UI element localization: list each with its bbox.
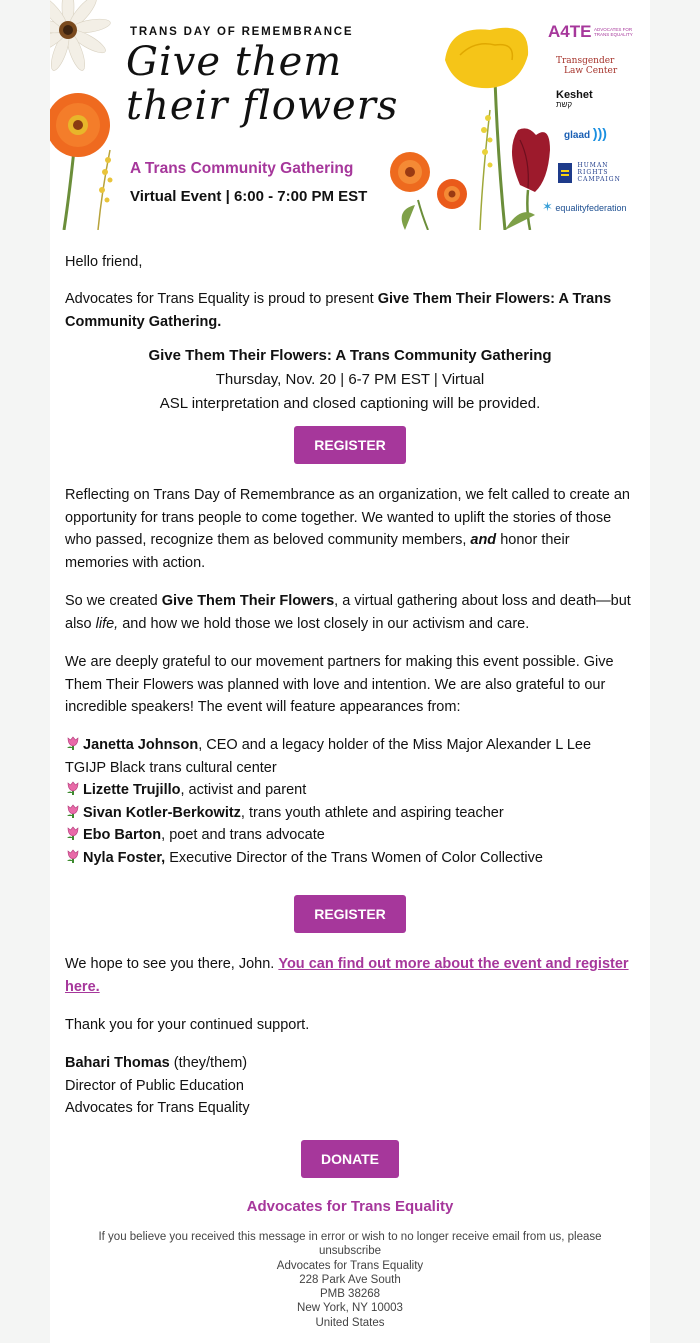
tlc-line1: Transgender <box>556 56 615 66</box>
speaker-item <box>65 734 635 779</box>
footer-address-country: United States <box>315 1316 385 1329</box>
grateful-paragraph: We are deeply grateful to our movement partners for making this event possible. Give Them Their Flowers was planned with love and intention. We are also grateful to our incredible speakers! The event will feature appearances from: <box>65 654 614 715</box>
footer-address-city: New York, NY 10003 <box>297 1302 403 1315</box>
banner-subtitle: A Trans Community Gathering <box>130 160 354 177</box>
transgender-law-center-logo <box>556 56 650 76</box>
greeting: Hello friend, <box>65 254 143 270</box>
a4te-logo <box>548 21 648 41</box>
glaad-bars-icon: ))) <box>592 125 607 141</box>
speaker-name: Janetta Johnson <box>83 737 199 753</box>
hrc-logo <box>558 162 650 183</box>
register-button-2[interactable]: REGISTER <box>294 895 406 933</box>
speaker-name: Lizette Trujillo <box>83 782 181 798</box>
created-event-name: Give Them Their Flowers <box>161 593 335 609</box>
donate-button[interactable]: DONATE <box>301 1140 399 1178</box>
intro-paragraph <box>65 288 635 333</box>
speaker-item <box>65 802 635 825</box>
signature-org: Advocates for Trans Equality <box>65 1100 250 1116</box>
speaker-desc: , CEO and a legacy holder of the Miss Major Alexander L Lee TGIJP Black trans cultural center <box>65 737 592 776</box>
unsubscribe-link[interactable]: unsubscribe <box>318 1245 381 1258</box>
keshet-logo <box>556 90 650 110</box>
footer-address-org: Advocates for Trans Equality <box>276 1259 424 1272</box>
reflect-emphasis: and <box>470 532 497 548</box>
speaker-desc: , trans youth athlete and aspiring teacher <box>240 804 504 821</box>
speaker-name: Sivan Kotler-Berkowitz <box>83 804 241 821</box>
tulip-icon <box>65 849 81 864</box>
event-banner <box>50 0 650 230</box>
hope-paragraph <box>65 953 635 998</box>
speaker-list <box>65 734 635 869</box>
footer-address-pmb: PMB 38268 <box>319 1288 381 1301</box>
footer-address-street: 228 Park Ave South <box>299 1273 401 1286</box>
intro-event-name: Give Them Their Flowers: A Trans Community Gathering. <box>65 291 612 330</box>
created-text-2: , a virtual gathering about loss and death—but also <box>65 593 631 632</box>
eqf-name: equalityfederation <box>555 203 627 213</box>
register-button[interactable]: REGISTER <box>294 426 406 464</box>
hrc-equal-icon <box>558 163 572 183</box>
intro-text: Advocates for Trans Equality is proud to present <box>65 291 378 307</box>
signature-pronouns: (they/them) <box>169 1055 248 1071</box>
banner-title <box>126 40 398 128</box>
tlc-line2: Law Center <box>564 66 618 76</box>
star-icon: ✶ <box>542 199 553 214</box>
signature-name-line <box>65 1052 635 1075</box>
hrc-line3: CAMPAIGN <box>577 176 621 183</box>
created-text-1: So we created <box>65 593 162 609</box>
event-title: Give Them Their Flowers: A Trans Community Gathering <box>148 347 552 364</box>
created-paragraph <box>65 590 635 635</box>
footer-legal <box>65 1230 635 1330</box>
hrc-text <box>578 162 621 183</box>
speaker-item <box>65 824 635 847</box>
banner-event-line: Virtual Event | 6:00 - 7:00 PM EST <box>130 188 368 205</box>
banner-title-line2: their flowers <box>126 83 399 129</box>
event-details <box>65 344 635 416</box>
speaker-desc: Executive Director of the Trans Women of Color Collective <box>165 849 543 866</box>
a4te-logo-mark: A4TE <box>548 21 592 41</box>
footer-disclaimer: If you believe you received this message in error or wish to no longer receive email from us, please <box>98 1231 602 1243</box>
event-info-link[interactable]: You can find out more about the event and register here. <box>65 956 629 995</box>
email-container <box>50 0 650 1343</box>
event-when: Thursday, Nov. 20 | 6-7 PM EST | Virtual <box>215 371 485 388</box>
hrc-line2: RIGHTS <box>577 169 609 176</box>
speaker-name: Ebo Barton <box>83 827 162 843</box>
keshet-name: Keshet <box>556 89 593 101</box>
reflect-text-1: Reflecting on Trans Day of Remembrance as an organization, we felt called to create an opportunity for trans people to come together. We wanted to uplift the stories of those who passed, recognize them as beloved community members, <box>65 487 630 548</box>
speaker-desc: , activist and parent <box>180 782 307 798</box>
event-access: ASL interpretation and closed captioning will be provided. <box>159 395 541 412</box>
speaker-item <box>65 779 635 802</box>
created-emphasis: life, <box>95 615 119 632</box>
a4te-logo-text: ADVOCATES FOR TRANS EQUALITY <box>593 26 633 37</box>
speaker-item <box>65 847 635 870</box>
speaker-desc: , poet and trans advocate <box>161 827 325 843</box>
tulip-icon <box>65 736 81 751</box>
equality-federation-logo <box>542 199 642 214</box>
footer-org-name: Advocates for Trans Equality <box>246 1198 454 1215</box>
reflect-text-2: honor their memories with action. <box>65 532 570 571</box>
signature-name: Bahari Thomas <box>65 1055 170 1071</box>
banner-title-line1: Give them <box>126 39 343 85</box>
speaker-name: Nyla Foster, <box>83 849 166 866</box>
thanks-paragraph: Thank you for your continued support. <box>65 1017 310 1033</box>
keshet-hebrew: קשת <box>556 100 573 109</box>
signature <box>65 1052 635 1120</box>
banner-overline: TRANS DAY OF REMEMBRANCE <box>130 26 354 38</box>
glaad-logo <box>564 125 650 141</box>
hrc-line1: HUMAN <box>577 162 609 169</box>
tulip-icon <box>65 826 81 841</box>
signature-title: Director of Public Education <box>65 1077 244 1094</box>
tulip-icon <box>65 781 81 796</box>
tulip-icon <box>65 804 81 819</box>
hope-text: We hope to see you there, John. <box>65 956 279 972</box>
glaad-name: glaad <box>564 130 591 141</box>
reflect-paragraph <box>65 484 635 574</box>
created-text-3: and how we hold those we lost closely in our activism and care. <box>118 615 530 632</box>
